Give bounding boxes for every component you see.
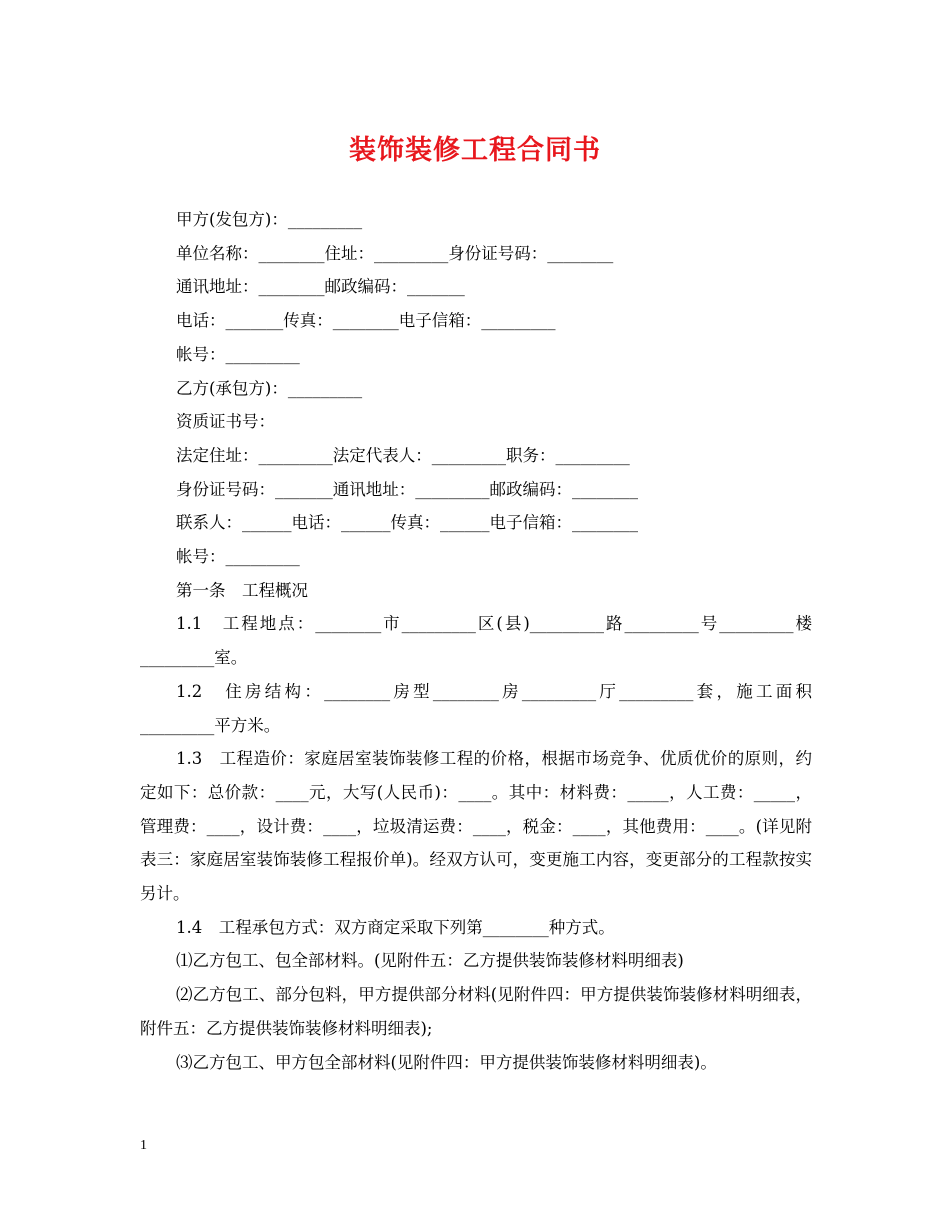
article-1-heading: 第一条 工程概况 — [176, 580, 308, 600]
document-body — [140, 203, 812, 1079]
clause-option-2: ⑵乙方包工、部分包料，甲方提供部分材料(见附件四：甲方提供装饰装修材料明细表，附件五：乙方提供装饰装修材料明细表); — [140, 985, 812, 1038]
party-b-id-line: 身份证号码：_______通讯地址：_________邮政编码：________ — [176, 479, 638, 499]
clause-1-3: 1.3 工程造价：家庭居室装饰装修工程的价格，根据市场竞争、优质优价的原则，约定如下：总价款：____元，大写(人民币)：____。其中：材料费：_____，人工费：_____，管理费：____，设计费：____，垃圾清运费：____，税金：____，其他费用：____。(详见附表三：家庭居室装饰装修工程报价单)。经双方认可，变更施工内容，变更部分的工程款按实另计。 — [140, 749, 812, 904]
party-a-heading: 甲方(发包方)：_________ — [176, 210, 363, 229]
clause-option-3: ⑶乙方包工、甲方包全部材料(见附件四：甲方提供装饰装修材料明细表)。 — [176, 1052, 717, 1072]
page-number: 1 — [140, 1138, 147, 1153]
party-b-account-line: 帐号：_________ — [176, 547, 300, 567]
clause-1-1: 1.1 工程地点：________市_________区(县)_________路_________号_________楼_________室。 — [140, 614, 812, 668]
clause-option-1: ⑴乙方包工、包全部材料。(见附件五：乙方提供装饰装修材料明细表) — [176, 951, 684, 971]
party-b-heading: 乙方(承包方)：_________ — [176, 378, 363, 398]
party-b-contact-line: 联系人：______电话：______传真：______电子信箱：________ — [176, 513, 638, 533]
document-title: 装饰装修工程合同书 — [349, 135, 601, 166]
clause-1-2: 1.2 住房结构：________房型________房_________厅_________套，施工面积_________平方米。 — [140, 681, 812, 735]
party-a-contact-line: 电话：_______传真：________电子信箱：_________ — [176, 311, 556, 331]
party-a-unit-line: 单位名称：________住址：_________身份证号码：________ — [176, 243, 614, 263]
party-b-qualification-line: 资质证书号： — [176, 412, 275, 432]
party-a-account-line: 帐号：_________ — [176, 344, 300, 364]
party-a-address-line: 通讯地址：________邮政编码：_______ — [176, 277, 465, 297]
clause-1-4: 1.4 工程承包方式：双方商定采取下列第________种方式。 — [176, 917, 615, 937]
party-b-legal-line: 法定住址：_________法定代表人：_________职务：_________ — [176, 445, 630, 465]
